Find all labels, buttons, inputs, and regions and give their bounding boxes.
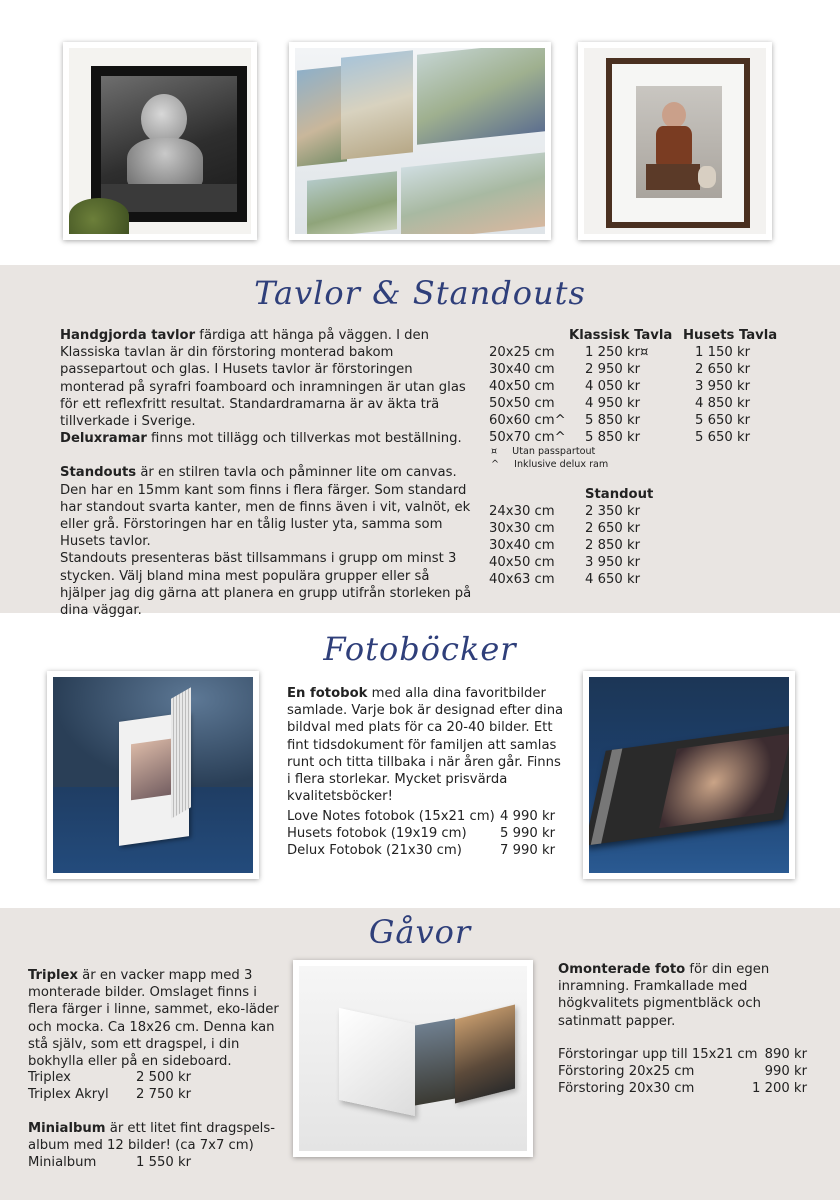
triplex-description (28, 967, 282, 1070)
item-name: Triplex (28, 1070, 71, 1085)
omonterade-description (558, 961, 808, 1030)
tavlor-intro-text: färdiga att hänga på väggen. I den Klassiska tavlan är din förstoring monterad bakom passepartout och glas. I Husets tavlor är förstoringen monterad på syrafri foamboard och inramningen är utan glas för ett reflexfritt resultat. Standardramarna är av äkta trä tillverkade i Sverige. (60, 328, 466, 430)
row-size: 30x30 cm (489, 521, 555, 536)
footnote-symbol: ¤ (491, 446, 498, 457)
row-size: 40x50 cm (489, 379, 555, 394)
row-price: 3 950 kr (585, 555, 641, 570)
row-size: 30x40 cm (489, 362, 555, 377)
list-item (287, 842, 462, 859)
row-size: 40x63 cm (489, 572, 555, 587)
footnote (491, 446, 595, 458)
fotobok-description (287, 685, 565, 805)
standouts-text: är en stilren tavla och påminner lite om canvas. Den har en 15mm kant som finns i flera färger. Som standard har standout svarta kanter, men de finns även i vit, valnöt, ek eller grå. Förstoringen har en tålig luster yta, samma som Husets tavlor. (60, 465, 471, 550)
item-price: 990 kr (764, 1064, 807, 1079)
table-row (489, 554, 653, 571)
row-size: 30x40 cm (489, 538, 555, 553)
row-husets: 3 950 kr (695, 379, 751, 394)
photo-framed-baby (63, 42, 257, 240)
row-price: 4 650 kr (585, 572, 641, 587)
table-row (489, 537, 653, 554)
footnote-text: Inklusive delux ram (514, 459, 609, 470)
photo-triplex (293, 960, 533, 1157)
list-item (558, 1063, 694, 1080)
row-klassisk: 1 250 kr¤ (585, 345, 649, 360)
item-name: Love Notes fotobok (15x21 cm) (287, 809, 495, 824)
list-item (287, 825, 467, 842)
standouts-bold: Standouts (60, 465, 137, 481)
heading-fotobocker: Fotoböcker (323, 630, 517, 668)
row-klassisk: 4 950 kr (585, 396, 641, 411)
row-klassisk: 5 850 kr (585, 430, 641, 445)
item-price: 4 990 kr (500, 809, 556, 824)
standout-price-table (489, 486, 653, 588)
item-name: Husets fotobok (19x19 cm) (287, 826, 467, 841)
row-size: 20x25 cm (489, 345, 555, 360)
row-size: 50x50 cm (489, 396, 555, 411)
minialbum-description (28, 1120, 282, 1154)
photo-fotobok-lying (583, 671, 795, 879)
item-price: 1 200 kr (751, 1081, 807, 1096)
footnote-text: Utan passpartout (512, 446, 596, 457)
header-klassisk: Klassisk Tavla (569, 328, 673, 343)
table-row (489, 395, 777, 412)
item-price: 890 kr (764, 1047, 807, 1062)
row-husets: 5 650 kr (695, 413, 751, 428)
row-husets: 5 650 kr (695, 430, 751, 445)
item-price: 2 500 kr (136, 1070, 192, 1085)
list-item (558, 1080, 694, 1097)
item-name: Triplex Akryl (28, 1087, 109, 1102)
triplex-bold: Triplex (28, 968, 78, 983)
table-row (489, 412, 777, 429)
table-row (489, 571, 653, 588)
minialbum-bold: Minialbum (28, 1121, 106, 1136)
row-klassisk: 4 050 kr (585, 379, 641, 394)
delux-bold: Deluxramar (60, 431, 147, 447)
row-klassisk: 5 850 kr (585, 413, 641, 428)
list-item (28, 1154, 96, 1171)
delux-text: finns mot tillägg och tillverkas mot beställning. (146, 431, 462, 447)
heading-tavlor: Tavlor & Standouts (254, 274, 586, 312)
row-price: 2 650 kr (585, 521, 641, 536)
row-husets: 2 650 kr (695, 362, 751, 377)
item-price: 7 990 kr (500, 843, 556, 858)
table-row (489, 378, 777, 395)
tavlor-description (60, 327, 474, 619)
item-price: 5 990 kr (500, 826, 556, 841)
omonterade-bold: Omonterade foto (558, 962, 686, 977)
item-name: Förstoring 20x30 cm (558, 1081, 695, 1096)
photo-fotobok-standing (47, 671, 259, 879)
heading-gavor: Gåvor (368, 913, 472, 951)
tavlor-price-table (489, 327, 777, 446)
item-name: Minialbum (28, 1155, 97, 1170)
row-size: 24x30 cm (489, 504, 555, 519)
list-item (287, 808, 495, 825)
photo-wall-collage (289, 42, 551, 240)
triplex-text: är en vacker mapp med 3 monterade bilder. Omslaget finns i flera färger i linne, sammet, eko-läder och mocka. Ca 18x26 cm. Denna kan stå själv, som ett dragspel, i din bokhylla eller på en sideboard. (28, 968, 279, 1070)
header-standout: Standout (585, 487, 654, 502)
row-price: 2 350 kr (585, 504, 641, 519)
fotobok-intro-text: med alla dina favoritbilder samlade. Varje bok är designad efter dina bildval med plats för ca 20-40 bilder. Ett fint tidsdokument för familjen att samlas runt och titta tillbaka i när åren går. Finns i flera storlekar. Mycket prisvärda kvalitetsböcker! (287, 686, 564, 805)
footnote-symbol: ^ (491, 459, 500, 470)
list-item (28, 1086, 109, 1103)
row-size: 40x50 cm (489, 555, 555, 570)
item-name: Delux Fotobok (21x30 cm) (287, 843, 462, 858)
table-row (489, 520, 653, 537)
item-name: Förstoring 20x25 cm (558, 1064, 695, 1079)
table-row (489, 344, 777, 361)
row-husets: 4 850 kr (695, 396, 751, 411)
table-row (489, 429, 777, 446)
minialbum-text: är ett litet fint dragspels-album med 12 bilder! (ca 7x7 cm) (28, 1121, 275, 1154)
item-name: Förstoringar upp till 15x21 cm (558, 1047, 758, 1062)
item-price: 1 550 kr (136, 1155, 192, 1170)
standouts-text2: Standouts presenteras bäst tillsammans i grupp om minst 3 stycken. Välj bland mina mest populära grupper eller så hjälper jag dig gärna att planera en grupp utifrån storleken på dina väggar. (60, 551, 472, 619)
table-row (489, 503, 653, 520)
fotobok-intro-bold: En fotobok (287, 686, 368, 701)
header-husets: Husets Tavla (683, 328, 778, 343)
photo-framed-child (578, 42, 772, 240)
row-size: 50x70 cm^ (489, 430, 566, 445)
item-price: 2 750 kr (136, 1087, 192, 1102)
row-husets: 1 150 kr (695, 345, 751, 360)
table-row (489, 361, 777, 378)
footnote (491, 459, 608, 471)
tavlor-intro-bold: Handgjorda tavlor (60, 328, 196, 343)
list-item (558, 1046, 758, 1063)
row-size: 60x60 cm^ (489, 413, 566, 428)
row-price: 2 850 kr (585, 538, 641, 553)
row-klassisk: 2 950 kr (585, 362, 641, 377)
omonterade-text: för din egen inramning. Framkallade med högkvalitets pigmentbläck och satinmatt papper. (558, 962, 770, 1029)
list-item (28, 1069, 71, 1086)
